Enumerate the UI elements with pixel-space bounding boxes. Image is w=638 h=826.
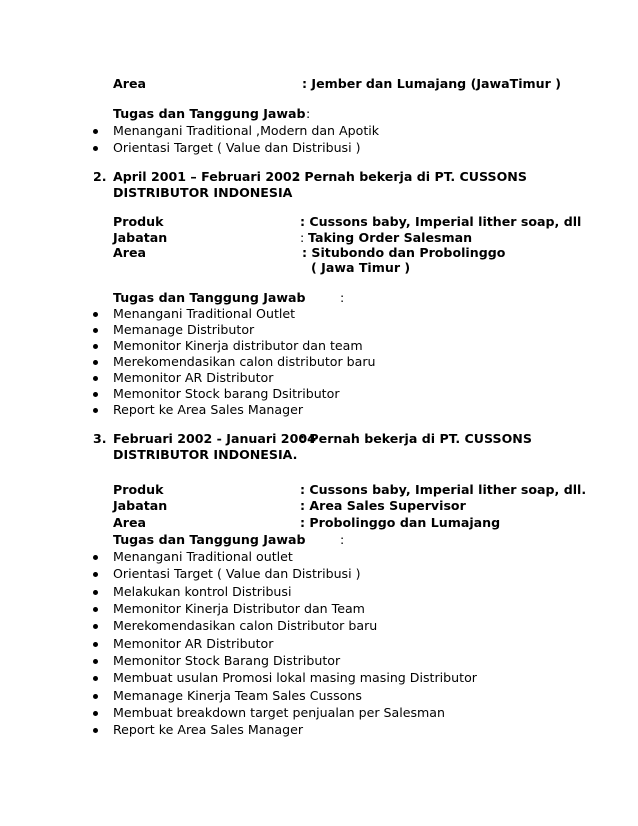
job-company: DISTRIBUTOR INDONESIA <box>113 185 293 200</box>
duty-item: Memanage Distributor <box>113 322 255 337</box>
duties-colon: : <box>340 532 345 547</box>
bullet-icon <box>93 122 98 139</box>
position-label: Jabatan <box>113 498 168 513</box>
duty-item: Report ke Area Sales Manager <box>113 722 304 737</box>
duty-item: Orientasi Target ( Value dan Distribusi ) <box>113 566 361 581</box>
job-number: 2. <box>93 169 107 184</box>
duty-item: Memonitor Stock Barang Distributor <box>113 653 341 668</box>
product-value: : Cussons baby, Imperial lither soap, dll. <box>300 482 587 497</box>
bullet-icon <box>93 652 98 669</box>
duty-item: Memanage Kinerja Team Sales Cussons <box>113 688 362 703</box>
area-label: Area <box>113 515 146 530</box>
position-value: : Area Sales Supervisor <box>300 498 466 513</box>
duty-item: Membuat breakdown target penjualan per Salesman <box>113 705 445 720</box>
job-description: : Pernah bekerja di PT. CUSSONS <box>300 431 532 446</box>
area-value-line2: ( Jawa Timur ) <box>311 260 411 275</box>
area-label: Area <box>113 76 146 91</box>
duty-item: Menangani Traditional outlet <box>113 549 293 564</box>
duty-item: Memonitor Stock barang Dsitributor <box>113 386 340 401</box>
bullet-icon <box>93 721 98 738</box>
duty-item: Merekomendasikan calon Distributor baru <box>113 618 378 633</box>
bullet-icon <box>93 583 98 600</box>
duty-item: Memonitor Kinerja distributor dan team <box>113 338 363 353</box>
job-period: Februari 2002 - Januari 2004 <box>113 431 316 446</box>
bullet-icon <box>93 635 98 652</box>
bullet-icon <box>93 401 98 418</box>
bullet-icon <box>93 385 98 402</box>
duty-item: Merekomendasikan calon distributor baru <box>113 354 376 369</box>
bullet-icon <box>93 337 98 354</box>
duties-label: Tugas dan Tanggung Jawab <box>113 532 306 547</box>
duty-item: Membuat usulan Promosi lokal masing masing Distributor <box>113 670 477 685</box>
bullet-icon <box>93 321 98 338</box>
area-value: : Jember dan Lumajang (JawaTimur ) <box>302 76 561 91</box>
bullet-icon <box>93 139 98 156</box>
duties-colon: : <box>306 106 311 121</box>
bullet-icon <box>93 369 98 386</box>
bullet-icon <box>93 687 98 704</box>
bullet-icon <box>93 600 98 617</box>
duty-item: Report ke Area Sales Manager <box>113 402 304 417</box>
duties-label: Tugas dan Tanggung Jawab <box>113 106 306 121</box>
duty-item: Orientasi Target ( Value dan Distribusi ) <box>113 140 361 155</box>
area-value: : Situbondo dan Probolinggo <box>302 245 506 260</box>
bullet-icon <box>93 305 98 322</box>
duty-item: Menangani Traditional Outlet <box>113 306 296 321</box>
product-label: Produk <box>113 214 164 229</box>
duty-item: Menangani Traditional ,Modern dan Apotik <box>113 123 380 138</box>
job-company: DISTRIBUTOR INDONESIA. <box>113 447 298 462</box>
job-number: 3. <box>93 431 107 446</box>
bullet-icon <box>93 617 98 634</box>
duty-item: Melakukan kontrol Distribusi <box>113 584 292 599</box>
bullet-icon <box>93 669 98 686</box>
duties-label: Tugas dan Tanggung Jawab <box>113 290 306 305</box>
position-label: Jabatan <box>113 230 168 245</box>
position-colon: : <box>300 230 305 245</box>
duty-item: Memonitor Kinerja Distributor dan Team <box>113 601 365 616</box>
bullet-icon <box>93 548 98 565</box>
duty-item: Memonitor AR Distributor <box>113 636 274 651</box>
area-label: Area <box>113 245 146 260</box>
area-value: : Probolinggo dan Lumajang <box>300 515 501 530</box>
job-description: : Pernah bekerja di PT. CUSSONS <box>295 169 527 184</box>
bullet-icon <box>93 565 98 582</box>
position-value: Taking Order Salesman <box>308 230 473 245</box>
product-value: : Cussons baby, Imperial lither soap, dll <box>300 214 582 229</box>
bullet-icon <box>93 704 98 721</box>
bullet-icon <box>93 353 98 370</box>
duty-item: Memonitor AR Distributor <box>113 370 274 385</box>
product-label: Produk <box>113 482 164 497</box>
job-period: April 2001 – Februari 2002 <box>113 169 301 184</box>
duties-colon: : <box>340 290 345 305</box>
